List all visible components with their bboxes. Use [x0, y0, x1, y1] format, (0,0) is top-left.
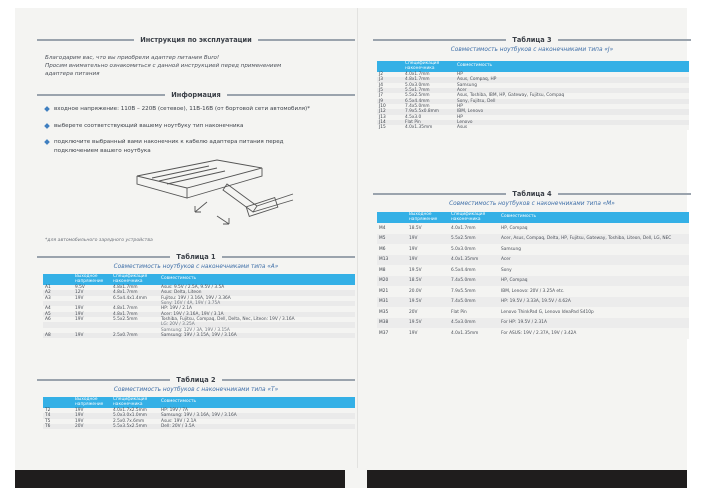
table-row: [377, 265, 689, 275]
table3-title: Таблица 3: [512, 36, 552, 44]
table-cell: 7.4x5.0mm: [449, 297, 499, 307]
table-cell: T4: [43, 413, 73, 418]
table-row: [377, 307, 689, 317]
table3-col-tip: Спецификация наконечника: [403, 61, 455, 72]
table-row: [377, 244, 689, 254]
table-row: [377, 255, 689, 265]
table-cell: 6.5x4.4mm: [449, 265, 499, 275]
table-cell: M13: [377, 255, 407, 265]
table-cell: 18.5V: [407, 223, 449, 233]
manual-sheet: [15, 8, 687, 488]
table-cell: M4: [377, 223, 407, 233]
table-cell: 19V: [73, 296, 111, 301]
table3: [377, 61, 689, 130]
table-cell: 4.8x1.7mm: [111, 312, 159, 317]
intro-line: адаптера питания: [45, 71, 100, 77]
table-cell: Fujitsu: 19V / 3.16A, 19V / 3.36A: [159, 296, 355, 301]
table-row: [377, 223, 689, 233]
table-cell: 19V: [73, 333, 111, 338]
table-cell: IBM, Lenovo: 20V / 3.25A etc.: [499, 286, 689, 296]
bullet-choose-tip: выберете соответствующий вашему ноутбуку тип наконечника: [45, 122, 351, 131]
table-cell: 5.5x3.5x2.5mm: [111, 424, 159, 429]
table3-col-compat: Совместимость: [455, 61, 689, 72]
footnote: *для автомобильного зарядного устройства: [45, 238, 153, 243]
page-fold: [357, 8, 358, 468]
table-cell: For HP: 19.5V / 2.31A: [499, 318, 689, 328]
bullet-input-voltage: входное напряжение: 110В – 220В (сетевое), 11В-16В (от бортовой сети автомобиля)*: [45, 105, 351, 114]
table-cell: J12: [377, 109, 403, 114]
table-cell: HP: [455, 115, 689, 120]
table-cell: M6: [377, 244, 407, 254]
table-cell: 19V: [407, 234, 449, 244]
table-cell: A2: [43, 290, 73, 295]
table-cell: 4.8x1.7mm: [111, 306, 159, 311]
table-row: [377, 234, 689, 244]
bullet-icon: [44, 139, 50, 145]
table-cell: M5: [377, 234, 407, 244]
table-cell: J4: [377, 83, 403, 88]
table-cell: A6: [43, 317, 73, 322]
table-cell: HP: [455, 104, 689, 109]
table-cell: J9: [377, 99, 403, 104]
table-cell: J10: [377, 104, 403, 109]
table-cell: 4.0x1.35mm: [449, 328, 499, 338]
table-cell: Sony, Fujitsu, Dell: [455, 99, 689, 104]
table-row: [377, 276, 689, 286]
table-cell: J14: [377, 120, 403, 125]
table-cell: M37: [377, 328, 407, 338]
table-cell: J5: [377, 88, 403, 93]
bullet-connect-tip: подключите выбранный вами наконечник к кабелю адаптера питания перед подключением вашего ноутбука: [45, 138, 351, 155]
table-cell: Flat Pin: [403, 120, 455, 125]
table-cell: Toshiba, Fujitsu, Compaq, Dell, Delta, Nec, Liteon: 19V / 3.16A: [159, 317, 355, 322]
table4: [377, 212, 689, 339]
table-cell: 6.5x4.4mm: [403, 99, 455, 104]
table-cell: J13: [377, 115, 403, 120]
table-cell: 7.4x5.0mm: [449, 276, 499, 286]
table-cell: Acer, Asus, Compaq, Delta, HP, Fujitsu, Gateway, Toshiba, Liteon, Dell, LG, NEC: [499, 234, 689, 244]
table-cell: 4.8x1.7mm: [111, 290, 159, 295]
table1-col-code: [43, 274, 73, 285]
table-cell: HP: 19V / 7A: [159, 408, 355, 413]
table-cell: Asus, Compaq, HP: [455, 77, 689, 82]
bullet-icon: [44, 123, 50, 129]
table-cell: Lenovo ThinkPad G, Lenovo IdeaPad S410p: [499, 307, 689, 317]
table-cell: 19V: [73, 312, 111, 317]
table-cell: Samsung: 19V / 3.16A, 19V / 3.16A: [159, 413, 355, 418]
table-cell: 19.5V: [407, 297, 449, 307]
table-cell: Sony: [499, 265, 689, 275]
table-cell: 2.5x0.7mm: [111, 333, 159, 338]
table-cell: 19.5V: [407, 265, 449, 275]
table-cell: T2: [43, 408, 73, 413]
intro-text: [45, 54, 345, 78]
table-cell: J15: [377, 125, 403, 130]
instructions-title: Инструкция по эксплуатации: [140, 36, 252, 44]
bullet-icon: [44, 106, 50, 112]
table-cell: M21: [377, 286, 407, 296]
table4-col-tip: Спецификация наконечника: [449, 212, 499, 223]
table-cell: Samsung: [455, 83, 689, 88]
table-cell: Dell: 20V / 3.5A: [159, 424, 355, 429]
table4-col-voltage: Выходное напряжение: [407, 212, 449, 223]
table2-col-code: [43, 397, 73, 408]
table-cell: 4.5x3.0mm: [449, 318, 499, 328]
table1-col-tip: Спецификация наконечника: [111, 274, 159, 285]
table-cell: 9.5V: [73, 285, 111, 290]
table-cell: 20V: [73, 424, 111, 429]
table2: [43, 397, 355, 429]
table-cell: 4.5x3.0: [403, 115, 455, 120]
table1-header: [37, 251, 355, 263]
table-cell: M38: [377, 318, 407, 328]
table-cell: Asus: [455, 125, 689, 130]
table3-col-code: [377, 61, 403, 72]
table-row: [377, 297, 689, 307]
table1-header-row: [43, 274, 355, 285]
table1-col-compat: Совместимость: [159, 274, 355, 285]
table2-caption: Совместимость ноутбуков с наконечниками типа «T»: [113, 387, 279, 393]
table-cell: 5.5x2.5mm: [403, 93, 455, 98]
table4-col-compat: Совместимость: [499, 212, 689, 223]
table-cell: 19V: [407, 255, 449, 265]
table-cell: 7.4x5.0mm: [403, 104, 455, 109]
table-cell: 4.0x1.35mm: [449, 255, 499, 265]
table-cell: IBM, Lenovo: [455, 109, 689, 114]
table-cell: J2: [377, 72, 403, 77]
table-cell: 6.5x4.4x1.4mm: [111, 296, 159, 301]
table-cell: Asus, Toshiba, IBM, HP, Gateway, Fujitsu, Compaq: [455, 93, 689, 98]
table-cell: Samsung: 12V / 3A, 19V / 3.15A: [159, 328, 355, 333]
table-cell: A4: [43, 306, 73, 311]
intro-line: Просим внимательно ознакомиться с данной инструкцией перед применением: [45, 63, 282, 69]
table2-col-compat: Совместимость: [159, 397, 355, 408]
table-cell: Lenovo: [455, 120, 689, 125]
table-cell: 19V: [73, 419, 111, 424]
table-cell: Asus: 19V / 2.1A: [159, 419, 355, 424]
table-cell: 19V: [73, 408, 111, 413]
table-cell: J7: [377, 93, 403, 98]
table-cell: 12V: [73, 290, 111, 295]
table-cell: 20V: [407, 307, 449, 317]
info-header: [37, 89, 355, 101]
table-cell: 4.0x1.7mm: [403, 72, 455, 77]
table-row: [377, 328, 689, 338]
table1-col-voltage: Выходное напряжение: [73, 274, 111, 285]
table-cell: 20.0V: [407, 286, 449, 296]
table-cell: 19V: [407, 244, 449, 254]
table-cell: 5.5x2.5mm: [111, 317, 159, 322]
table-cell: 2.5x0.7x.6mm: [111, 419, 159, 424]
table4-title: Таблица 4: [512, 190, 552, 198]
table1: [43, 274, 355, 338]
table3-caption: Совместимость ноутбуков с наконечниками типа «J»: [450, 47, 614, 53]
table-cell: HP: 19V / 2.1A: [159, 306, 355, 311]
table-cell: T5: [43, 419, 73, 424]
table3-header-row: [377, 61, 689, 72]
table-cell: M31: [377, 297, 407, 307]
table-cell: A3: [43, 296, 73, 301]
table-row: [377, 125, 689, 130]
table-cell: HP: [455, 72, 689, 77]
table-cell: J3: [377, 77, 403, 82]
table4-col-code: [377, 212, 407, 223]
intro-line: Благодарим вас, что вы приобрели адаптер питания Buro!: [45, 55, 220, 61]
table-cell: 5.0x3.0mm: [449, 244, 499, 254]
table-cell: A1: [43, 285, 73, 290]
bottom-edge-gap: [345, 470, 367, 488]
table-cell: 4.0x1.35mm: [403, 125, 455, 130]
table4-header-row: [377, 212, 689, 223]
table3-header: [373, 34, 691, 46]
laptop-connector-illustration: [97, 154, 297, 234]
table-row: [43, 424, 355, 429]
table-row: [377, 286, 689, 296]
table-cell: LG: 20V / 3.25A: [159, 322, 355, 327]
table4-caption: Совместимость ноутбуков с наконечниками типа «M»: [449, 201, 615, 207]
table-cell: For ASUS: 19V / 2.37A, 19V / 3.42A: [499, 328, 689, 338]
table-cell: 19V: [73, 317, 111, 322]
table1-caption: Совместимость ноутбуков с наконечниками типа «A»: [113, 264, 279, 270]
table-cell: 7.9x5.5mm: [449, 286, 499, 296]
table-cell: Sony: 16V / 4A, 19V / 3.75A: [159, 301, 355, 306]
table1-title: Таблица 1: [176, 253, 216, 261]
table-cell: 19V: [73, 306, 111, 311]
table-cell: A5: [43, 312, 73, 317]
table-cell: T6: [43, 424, 73, 429]
table-cell: 5.5x2.5mm: [449, 234, 499, 244]
left-page: [37, 8, 355, 468]
table-cell: 19V: [73, 413, 111, 418]
right-page: [373, 8, 691, 468]
table-cell: Acer: 19V / 3.16A, 19V / 3.1A: [159, 312, 355, 317]
table-cell: HP: 19.5V / 3.33A, 19.5V / 4.62A: [499, 297, 689, 307]
table-cell: 5.0x3.0x1.0mm: [111, 413, 159, 418]
table-cell: HP, Compaq: [499, 276, 689, 286]
table4-header: [373, 188, 691, 200]
table2-header-row: [43, 397, 355, 408]
table-row: [377, 318, 689, 328]
table-cell: HP, Compaq: [499, 223, 689, 233]
table-cell: 19V: [407, 328, 449, 338]
table-cell: Flat Pin: [449, 307, 499, 317]
table-cell: 4.8x1.7mm: [111, 285, 159, 290]
table2-title: Таблица 2: [176, 376, 216, 384]
table-cell: M35: [377, 307, 407, 317]
table-cell: Asus: Delta, Liteon: [159, 290, 355, 295]
table-cell: M8: [377, 265, 407, 275]
table-cell: 19.5V: [407, 318, 449, 328]
table-cell: A8: [43, 333, 73, 338]
instructions-header: [37, 34, 355, 46]
table-row: [43, 333, 355, 338]
table2-header: [37, 374, 355, 386]
table-cell: Asus: 9.5V / 2.5A, 9.5V / 3.5A: [159, 285, 355, 290]
table-cell: 7.9x5.5x0.8mm: [403, 109, 455, 114]
table-cell: 4.8x1.7mm: [403, 77, 455, 82]
table2-col-tip: Спецификация наконечника: [111, 397, 159, 408]
table-cell: Samsung: 19V / 3.15A, 19V / 3.16A: [159, 333, 355, 338]
table-cell: 5.5x1.7mm: [403, 88, 455, 93]
table-cell: M20: [377, 276, 407, 286]
table-cell: 4.0x1.7x2.5mm: [111, 408, 159, 413]
table-cell: Acer: [455, 88, 689, 93]
table-cell: 4.0x1.7mm: [449, 223, 499, 233]
table-cell: Samsung: [499, 244, 689, 254]
table-cell: 5.0x3.0mm: [403, 83, 455, 88]
table-cell: Acer: [499, 255, 689, 265]
info-title: Информация: [171, 91, 221, 99]
table-cell: 18.5V: [407, 276, 449, 286]
table2-col-voltage: Выходное напряжение: [73, 397, 111, 408]
